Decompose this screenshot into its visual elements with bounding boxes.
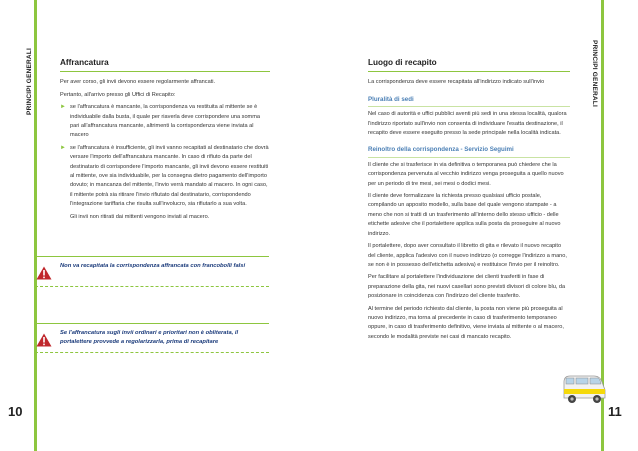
page-number-left: 10 (8, 404, 23, 419)
paragraph: Nel caso di autorità e uffici pubblici aventi più sedi in una stessa località, qualora l'indirizzo riportato sull'invio non consenta di individuare l'esatta destinazione, il recapito deve essere eseguito presso la sede principale nella località indicata. (368, 111, 567, 137)
paragraph: Al termine del periodo richiesto dal cliente, la posta non viene più proseguita al nuovo indirizzo, ma torna al precedente in caso di trasferimento temporaneo oppure, in caso di trasferimento definitivo, viene inviata al mittente o al macero, secondo le modalità previste nei casi di mancato recapito. (368, 305, 564, 340)
left-margin-bar (34, 0, 37, 451)
left-page-column (60, 58, 270, 225)
side-section-label-left: PRINCIPI GENERALI (26, 48, 33, 115)
paragraph-text: La corrispondenza deve essere recapitata all'indirizzo indicato sull'invio (368, 79, 545, 86)
paragraph: Per facilitare al portalettere l'individuazione dei clienti trasferiti in fase di preparazione della gita, nei nuovi casellari sono previsti divisori di colore blu, da posizionare in coincidenza con l'indirizzo del cliente trasferito. (368, 274, 566, 300)
warning-divider (35, 323, 269, 324)
right-page-column (368, 58, 570, 345)
paragraph: Gli invii non ritirati dai mittenti vengono inviati al macero. (70, 213, 210, 220)
paragraph (368, 78, 570, 87)
bullet-icon: ► (60, 144, 66, 151)
warning-divider (35, 256, 269, 257)
warning-note-2 (60, 329, 270, 347)
warning-text: Non va recapitata la corrispondenza affrancata con francobolli falsi (60, 263, 246, 269)
section-title-affrancatura: Affrancatura (60, 58, 270, 72)
subsection-title-pluralita: Pluralità di sedi (368, 95, 570, 107)
section-title-luogo-di-recapito: Luogo di recapito (368, 58, 570, 72)
list-item-text: se l'affrancatura è mancante, la corrispondenza va restituita al mittente se è individuabile dalla busta, il quale per riaverla deve corrispondere una somma pari all'affrancatura mancante, altrimenti la corrispondenza viene inviata al macero (70, 104, 260, 139)
paragraph: Il portalettere, dopo aver consultato il libretto di gita e rilevato il nuovo recapito del cliente, applica l'adesivo con il nuovo indirizzo (o corregge l'indirizzo a mano, se non è in possesso dell'etichetta adesiva) e restituisce l'invio per il reinoltro. (368, 243, 567, 268)
postal-van-illustration (560, 372, 608, 406)
subsection-title-reinoltro: Reinoltro della corrispondenza - Servizio Seguimi (368, 145, 570, 157)
warning-note-1 (60, 262, 270, 271)
paragraph: Per aver corso, gli invii devono essere regolarmente affrancati. (60, 79, 216, 86)
side-section-label-right: PRINCIPI GENERALI (591, 40, 598, 107)
warning-divider (35, 286, 269, 287)
list-item-text: se l'affrancatura è insufficiente, gli invii vanno recapitati al destinatario che dovrà versare l'importo dell'affrancatura mancante. In caso di rifiuto da parte del destinatario di corrispondere l'importo mancante, gli invii devono essere restituiti al mittente, ove sia individuabile, per la consegna dietro pagamento dell'importo dovuto; in mancanza del mittente, l'invio verrà mandato al macero. In ogni caso, il mittente potrà sia ritirare l'invio rifiutato dal destinatario, corrispondendo l'integrazione tariffaria che risulta sull'involucro, sia rifiutarlo a sua volta. (70, 144, 269, 208)
paragraph: Il cliente deve formalizzare la richiesta presso qualsiasi ufficio postale, compilando un apposito modello, sulla base del quale vengono stampate - a meno che non si tratti di un trasferimento all'interno dello stesso ufficio - delle etichette adesive che il portalettere applica sulla posta da proseguire al nuovo indirizzo. (368, 193, 561, 237)
list-item (60, 144, 270, 210)
paragraph: Il cliente che si trasferisce in via definitiva o temporanea può chiedere che la corrispondenza pervenuta al vecchio indirizzo venga proseguita a quello nuovo per un periodo di tre mesi, sei mesi o dodici mesi. (368, 161, 564, 187)
warning-icon (36, 266, 52, 280)
warning-text: Se l'affrancatura sugli invii ordinari e prioritari non è obliterata, il portalettere provvede a regolarizzarla, prima di recapitare (60, 330, 239, 345)
page-number-right: 11 (608, 404, 622, 419)
paragraph: Pertanto, all'arrivo presso gli Uffici di Recapito: (60, 91, 176, 98)
warning-icon (36, 333, 52, 347)
bullet-icon: ► (60, 104, 66, 111)
warning-divider (35, 352, 269, 353)
list-item (60, 103, 270, 141)
